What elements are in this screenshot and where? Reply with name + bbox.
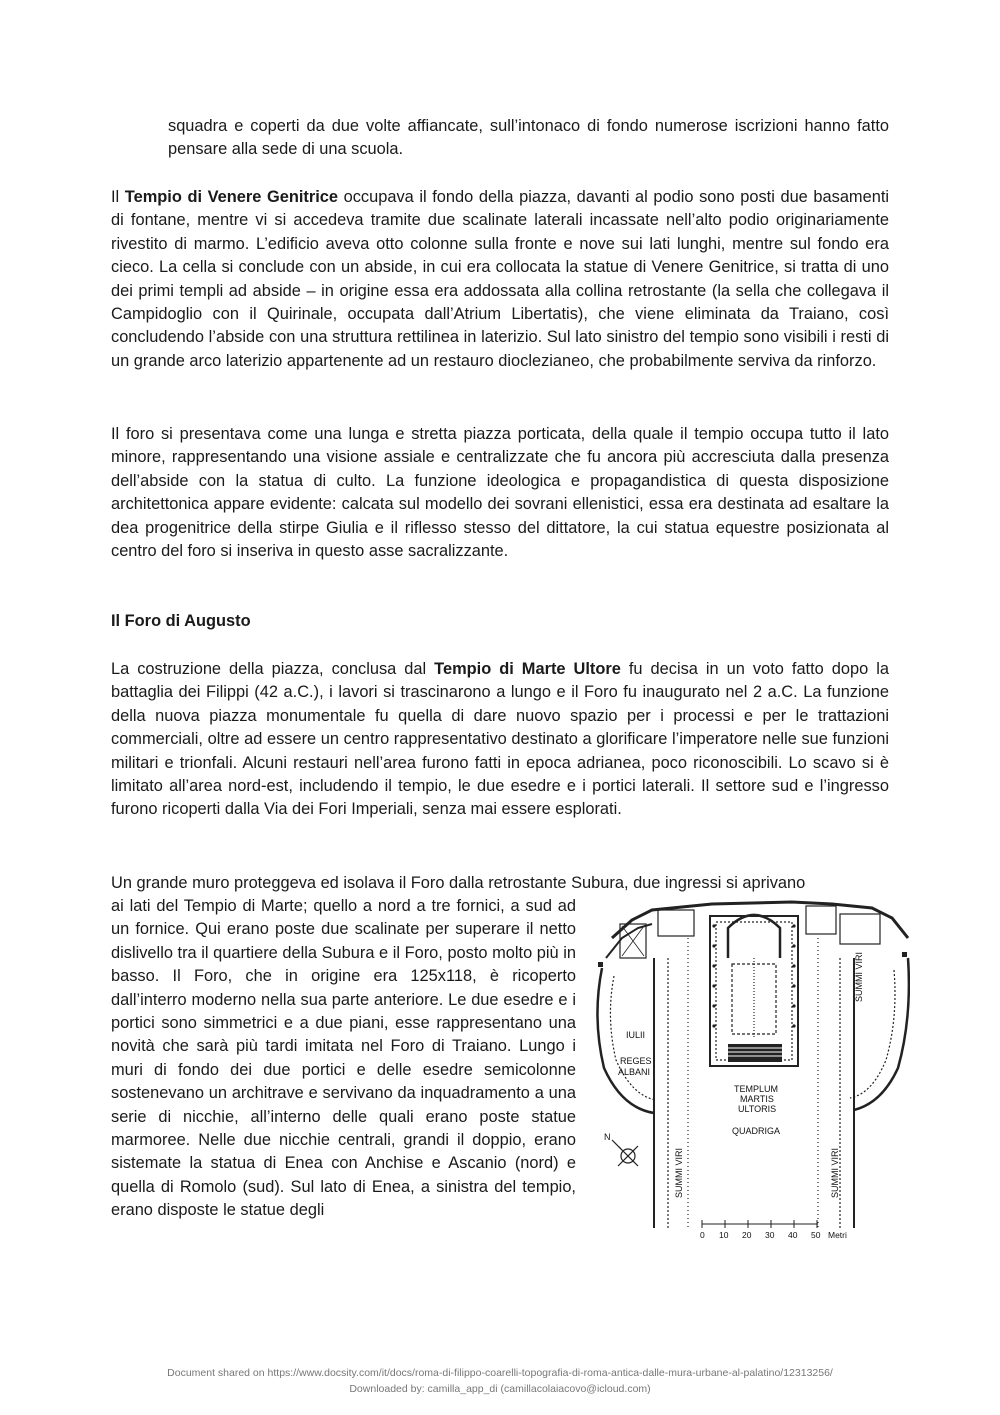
paragraph-muro-wrapped: ai lati del Tempio di Marte; quello a nord a tre fornici, a sud ad un fornice. Qui erano poste due scalinate per superare il netto dislivello tra il quartiere della Subura e il Foro, posto molto più in basso. Il Foro, che in origine era 125x118, è ricoperto dall’interro moderno nella sua parte anteriore. Le due esedre e i portici sono simmetrici e a due piani, esse rappresentano una novità che sarà più tardi imitata nel Foro di Traiano. Lungo i muri di fondo dei due portici e delle esedre semicolonne sostenevano un architrave e servivano da inquadramento a una serie di nicchie, all’interno delle quali erano poste statue marmoree. Nelle due nicchie centrali, grandi il doppio, erano sistemate la statua di Enea con Anchise e Ascanio (nord) e quella di Romolo (sud). Sul lato di Enea, a sinistra del tempio, erano disposte le statue degli (111, 897, 576, 1220)
para-text: La costruzione della piazza, conclusa dal (111, 660, 435, 678)
plan-label-summi-viri-exedra: SUMMI VIRI (854, 951, 864, 1002)
scale-tick: 30 (765, 1230, 775, 1240)
plan-label-summi-viri-right: SUMMI VIRI (830, 1147, 840, 1198)
para-text: Il (111, 188, 125, 206)
paragraph-continuation: squadra e coperti da due volte affiancate, sull’intonaco di fondo numerose iscrizioni hanno fatto pensare alla sede di una scuola. (168, 117, 889, 159)
plan-label-albani: ALBANI (618, 1067, 651, 1077)
footer-share-line: Document shared on https://www.docsity.com/it/docs/roma-di-filippo-coarelli-topografia-di-roma-antica-dalle-mura-urbane-al-palatino/12313256/ (167, 1367, 833, 1379)
bold-term-marte: Tempio di Marte Ultore (434, 660, 621, 678)
north-arrow-icon (612, 1140, 638, 1166)
bold-term-venere: Tempio di Venere Genitrice (124, 188, 339, 206)
paragraph-muro-first-line: Un grande muro proteggeva ed isolava il Foro dalla retrostante Subura, due ingressi si aprivano (111, 874, 806, 892)
plan-label-martis: MARTIS (740, 1094, 774, 1104)
para-text: occupava il fondo della piazza, davanti al podio sono posti due basamenti di fontane, mentre vi si accedeva tramite due scalinate laterali incassate nell’alto podio originariamente rivestito di marmo. L’edificio aveva otto colonne sulla fronte e nove sui lati lunghi, mentre sul fondo era cieco. La cella si conclude con un abside, in cui era collocata la statue di Venere Genitrice, si tratta di uno dei primi templi ad abside – in origine essa era addossata alla collina retrostante (la sella che collegava il Campidoglio con il Quirinale, occupata dall’Atrium Libertatis), che viene eliminata da Traiano, così concludendo l’abside con una struttura rettilinea in laterizio. Sul lato sinistro del tempio sono visibili i resti di un grande arco laterizio appartenente ad un restauro dioclezianeo, che probabilmente serviva da rinforzo. (111, 188, 890, 370)
north-label: N (604, 1132, 611, 1142)
footer-download-line: Downloaded by: camilla_app_di (camillacolaiacovo@icloud.com) (349, 1383, 651, 1395)
forum-plan-figure (592, 898, 910, 1243)
paragraph-venere-genitrice (111, 186, 889, 373)
section-heading: Il Foro di Augusto (111, 612, 251, 630)
scale-tick: 10 (719, 1230, 729, 1240)
plan-label-quadriga: QUADRIGA (732, 1126, 781, 1136)
scale-tick: 0 (700, 1230, 705, 1240)
plan-label-reges: REGES (620, 1056, 652, 1066)
scale-tick: 40 (788, 1230, 798, 1240)
plan-label-summi-viri-left: SUMMI VIRI (674, 1147, 684, 1198)
paragraph-foro-description: Il foro si presentava come una lunga e stretta piazza porticata, della quale il tempio occupa tutto il lato minore, rappresentando una visione assiale e centralizzate che fu ancora più accresciuta dalla presenza dell’abside con la statua di culto. La funzione ideologica e propagandistica di questa disposizione architettonica appare evidente: calcata sul modello dei sovrani ellenistici, essa era destinata ad esaltare la dea progenitrice della stirpe Giulia e il riflesso stesso del dittatore, la cui statua equestre posizionata al centro del foro si inseriva in questo asse sacralizzante. (111, 425, 889, 561)
para-text: fu decisa in un voto fatto dopo la battaglia dei Filippi (42 a.C.), i lavori si trascinarono a lungo e il Foro fu inaugurato nel 2 a.C. La funzione della nuova piazza monumentale fu quella di dare nuovo spazio per i processi e per le trattazioni commerciali, oltre ad essere un centro rappresentativo destinato a glorificare l’imperatore nelle sue funzioni militari e trionfali. Alcuni restauri nell’area furono fatti in epoca adrianea, poco riconoscibili. Lo scavo si è limitato all’area nord-est, includendo il tempio, le due esedre e i portici laterali. Il settore sud e l’ingresso furono ricoperti dalla Via dei Fori Imperiali, senza mai essere esplorati. (111, 660, 889, 819)
paragraph-marte-ultore (111, 658, 889, 822)
scale-tick: 20 (742, 1230, 752, 1240)
scale-bar (702, 1220, 818, 1228)
scale-tick: 50 (811, 1230, 821, 1240)
scale-unit: Metri (828, 1230, 847, 1240)
plan-label-ultoris: ULTORIS (738, 1104, 777, 1114)
plan-label-templum: TEMPLUM (734, 1084, 779, 1094)
plan-label-iulii: IULII (626, 1030, 646, 1040)
